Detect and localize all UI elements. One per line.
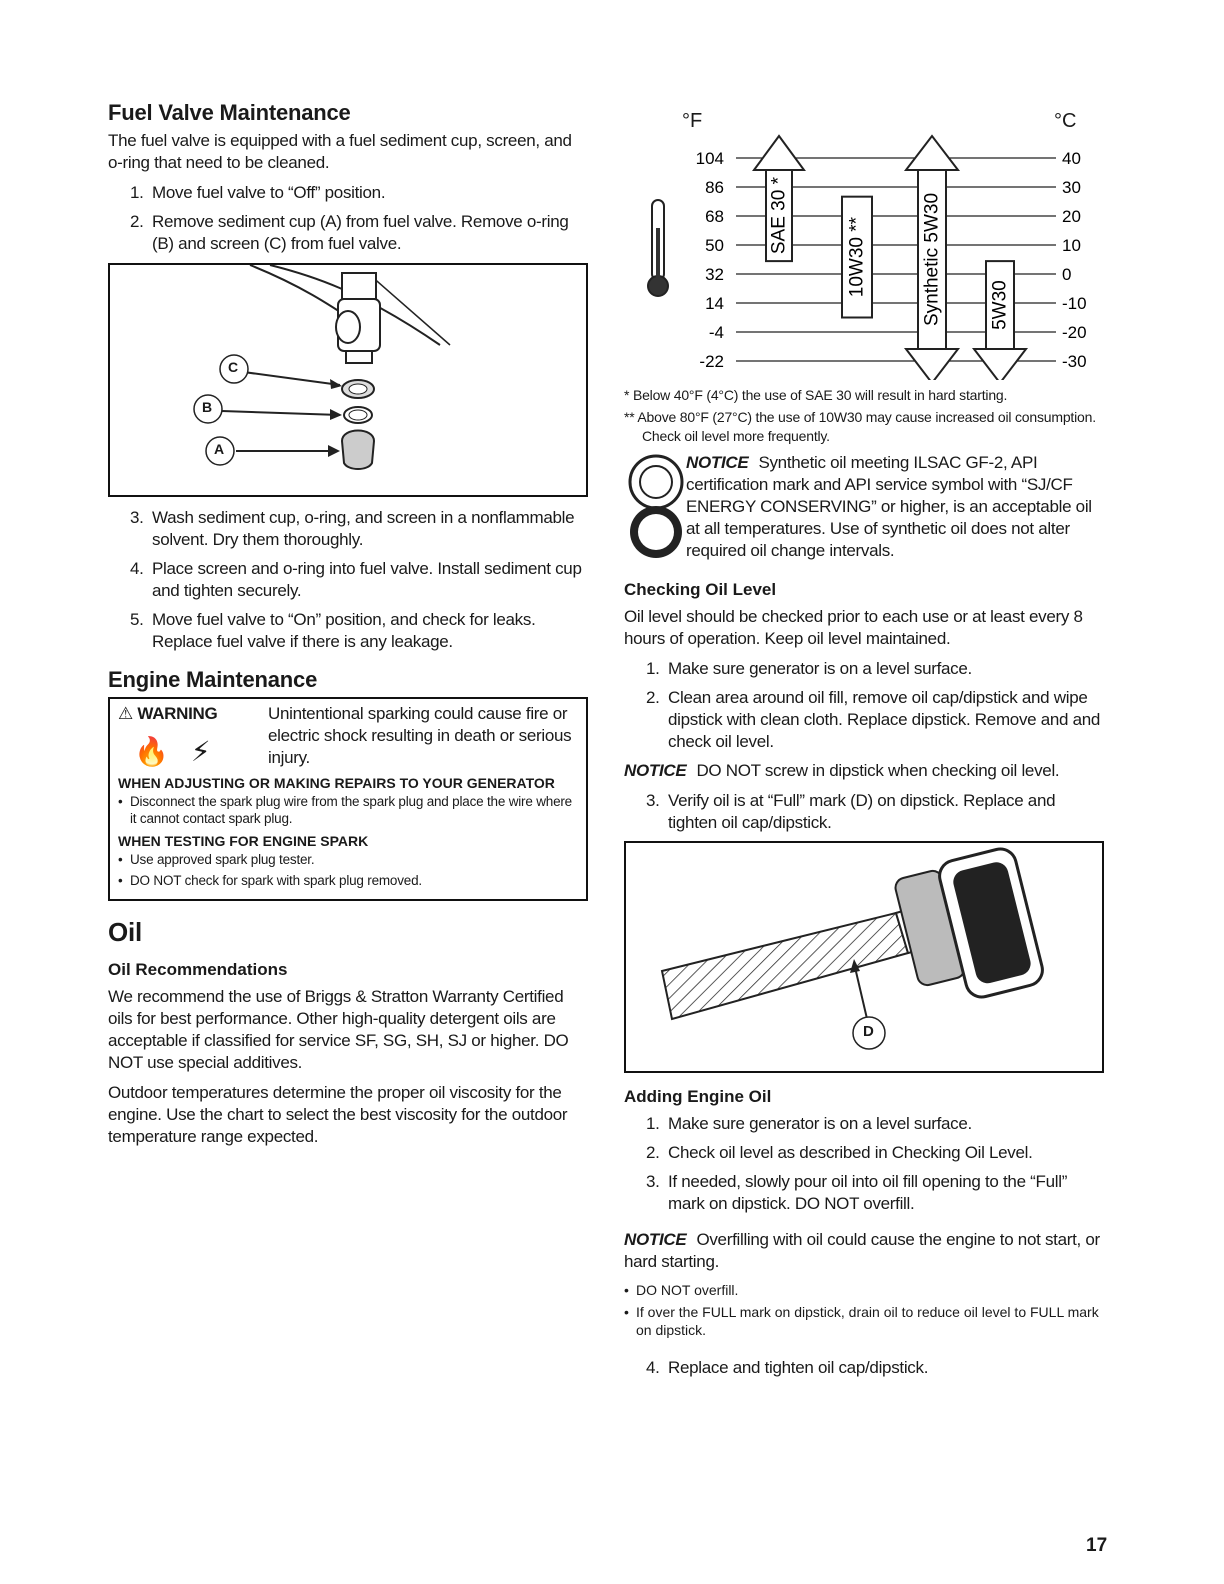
f-tick-label: 14 [705,294,724,313]
list-item: • DO NOT check for spark with spark plug removed. [118,872,578,889]
right-column [624,108,1106,1386]
c-tick-label: 30 [1062,178,1081,197]
checking-oil-intro: Oil level should be checked prior to each use or at least every 8 hours of operation. Keep oil level maintained. [624,607,1083,648]
list-item: 2. Check oil level as described in Checking Oil Level. [664,1142,1106,1164]
fuel-valve-steps-b [108,507,588,653]
f-tick-label: 86 [705,178,724,197]
range-arrow-up [754,136,804,170]
footnote-2: ** Above 80°F (27°C) the use of 10W30 may cause increased oil consumption. Check oil level more frequently. [624,409,1096,444]
notice-body: Overfilling with oil could cause the engine to not start, or hard starting. [624,1230,1100,1271]
list-item: • Disconnect the spark plug wire from the spark plug and place the wire where it cannot contact spark plug. [118,793,578,827]
left-column [108,100,588,1156]
chart-c-unit: °C [1054,110,1077,132]
chart-f-unit: °F [682,110,703,132]
fuel-valve-illustration [110,265,586,495]
fire-icon: 🔥 [134,736,169,767]
warning-subhead-repairs: WHEN ADJUSTING OR MAKING REPAIRS TO YOUR GENERATOR [118,775,555,791]
oil-recommendations-heading: Oil Recommendations [108,960,288,979]
oil-range-label: SAE 30 * [768,177,790,255]
figure-label-c: C [228,359,239,375]
synthetic-notice-text [686,452,1106,564]
fuel-valve-figure [108,263,588,497]
warning-box [108,697,588,901]
f-tick-label: 50 [705,236,724,255]
list-item: 3. If needed, slowly pour oil into oil fill opening to the “Full” mark on dipstick. DO NOT overfill. [664,1171,1106,1215]
electric-shock-icon: ⚡ [190,736,211,767]
list-item: 1. Make sure generator is on a level surface. [664,1113,1106,1135]
list-item: 4. Place screen and o-ring into fuel valve. Install sediment cup and tighten securely. [148,558,588,602]
oil-heading: Oil [108,917,143,947]
adding-oil-heading: Adding Engine Oil [624,1087,772,1106]
warning-subhead-spark: WHEN TESTING FOR ENGINE SPARK [118,833,369,849]
adding-notice [624,1229,1106,1273]
oil-range-label: 5W30 [989,280,1011,330]
checking-step-3 [624,790,1106,834]
f-tick-label: -4 [708,323,724,342]
list-item: 4. Replace and tighten oil cap/dipstick. [664,1357,1106,1379]
range-arrow-down [906,349,958,380]
c-tick-label: 0 [1062,265,1072,284]
api-seal-icons [624,452,686,564]
warning-word: WARNING [137,704,218,723]
chart-graphic [624,108,1094,380]
engine-maintenance-heading: Engine Maintenance [108,667,318,692]
notice-body: Synthetic oil meeting ILSAC GF-2, API certification mark and API service symbol with “SJ/CF ENERGY CONSERVING” or higher, is an acceptable oil at all temperatures. Use of synthetic oil does not alter required oil change intervals. [686,453,1092,560]
dipstick-figure [624,841,1104,1073]
figure-label-d: D [863,1023,874,1040]
c-tick-label: -10 [1062,294,1087,313]
f-tick-label: -22 [699,352,724,371]
list-item: • DO NOT overfill. [624,1281,1106,1299]
checking-oil-heading: Checking Oil Level [624,580,777,599]
range-arrow-up [906,136,958,170]
synthetic-notice [624,452,1106,564]
c-tick-label: 20 [1062,207,1081,226]
checking-steps [624,658,1106,753]
list-item: 3. Wash sediment cup, o-ring, and screen in a nonflammable solvent. Dry them thoroughly. [148,507,588,551]
list-item: 5. Move fuel valve to “On” position, and check for leaks. Replace fuel valve if there is any leakage. [148,609,588,653]
fuel-valve-steps-a [108,182,588,255]
c-tick-label: 10 [1062,236,1081,255]
adding-steps [624,1113,1106,1215]
figure-label-a: A [214,441,225,457]
page-number: 17 [1086,1535,1108,1556]
list-item: • If over the FULL mark on dipstick, drain oil to reduce oil level to FULL mark on dipstick. [624,1303,1106,1339]
f-tick-label: 104 [695,149,724,168]
f-tick-label: 32 [705,265,724,284]
fuel-valve-heading: Fuel Valve Maintenance [108,100,351,125]
list-item: • Use approved spark plug tester. [118,851,578,868]
checking-notice [624,760,1106,782]
list-item: 3. Verify oil is at “Full” mark (D) on dipstick. Replace and tighten oil cap/dipstick. [664,790,1106,834]
oil-range-label: 10W30 ** [846,216,868,298]
oil-recommendations-p2: Outdoor temperatures determine the proper oil viscosity for the engine. Use the chart to select the best viscosity for the outdoor temperature range expected. [108,1083,568,1146]
list-item: 2. Remove sediment cup (A) from fuel valve. Remove o-ring (B) and screen (C) from fuel valve. [148,211,588,255]
warning-row [118,703,578,769]
figure-label-b: B [202,399,213,415]
c-tick-label: 40 [1062,149,1081,168]
list-item: 1. Make sure generator is on a level surface. [664,658,1106,680]
f-tick-label: 68 [705,207,724,226]
list-item: 2. Clean area around oil fill, remove oil cap/dipstick and wipe dipstick with clean cloth. Replace dipstick. Remove and and check oil level. [664,687,1106,753]
adding-step-4 [624,1357,1106,1379]
warning-text: Unintentional sparking could cause fire or electric shock resulting in death or serious injury. [268,704,572,767]
notice-label: NOTICE [624,761,687,780]
range-arrow-down [974,349,1026,380]
fuel-valve-intro: The fuel valve is equipped with a fuel sediment cup, screen, and o-ring that need to be cleaned. [108,131,572,172]
oil-range-label: Synthetic 5W30 [921,192,943,327]
c-tick-label: -20 [1062,323,1087,342]
viscosity-chart [624,108,1094,380]
footnote-1: * Below 40°F (4°C) the use of SAE 30 will result in hard starting. [624,387,1008,403]
notice-label: NOTICE [686,453,749,472]
oil-recommendations-p1: We recommend the use of Briggs & Stratton Warranty Certified oils for best performance. Other high-quality detergent oils are acceptable if classified for service SF, SG, SH, SJ or higher. DO NOT use special additives. [108,987,569,1072]
c-tick-label: -30 [1062,352,1087,371]
notice-label: NOTICE [624,1230,687,1249]
notice-body: DO NOT screw in dipstick when checking oil level. [696,761,1060,780]
warning-icon: ⚠ [118,704,133,723]
list-item: 1. Move fuel valve to “Off” position. [148,182,588,204]
warning-label [118,703,268,769]
